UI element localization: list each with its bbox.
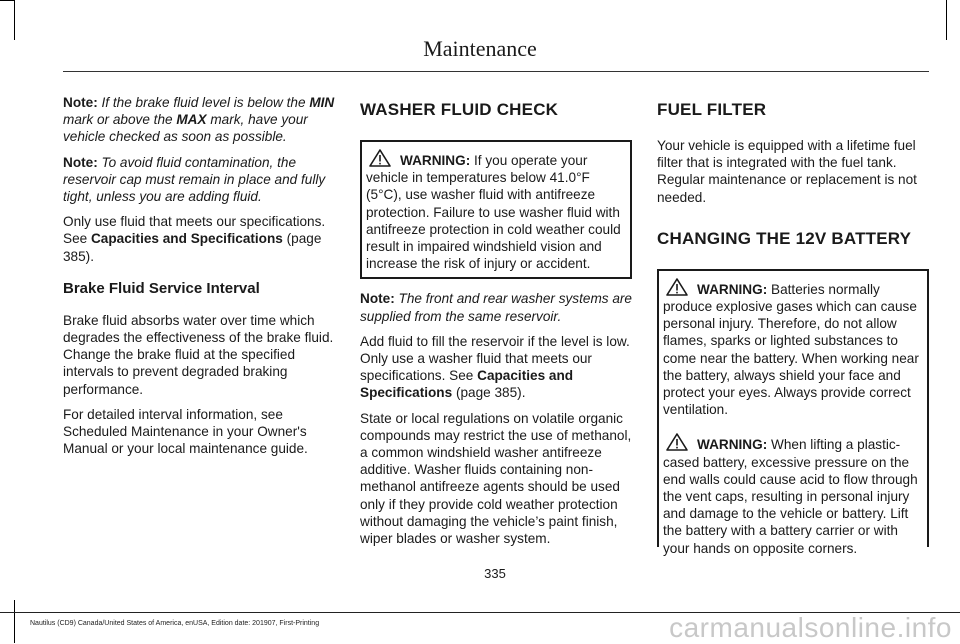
warning-triangle-icon <box>663 432 697 452</box>
column-brake-fluid <box>63 94 337 465</box>
warning-box-battery: WARNING: Batteries normally produce explosive gases which can cause personal injury. Therefore, do not allow flames, sparks or lighted substances to come near the battery. When working near the battery, always shield your face and protect your eyes. Always provide correct ventilation. WARNING: When lifting a plastic-cased battery, excessive pressure on the end walls could cause acid to flow through the vent caps, resulting in personal injury and damage to the vehicle or battery. Lift the battery with a battery carrier or with your hands on opposite corners. <box>657 269 929 547</box>
edition-info: Nautilus (CD9) Canada/United States of America, enUSA, Edition date: 201907, First-Printing <box>30 620 320 627</box>
page-number: 335 <box>484 566 506 581</box>
warning-triangle-icon <box>366 148 400 168</box>
page-title: Maintenance <box>423 36 537 61</box>
interval-detail-paragraph: For detailed interval information, see Scheduled Maintenance in your Owner's Manual or your local maintenance guide. <box>63 406 308 457</box>
heading-fuel-filter: FUEL FILTER <box>657 100 767 119</box>
crop-mark <box>14 600 15 643</box>
warning-box-washer: WARNING: If you operate your vehicle in temperatures below 41.0°F (5°C), use washer fluid with antifreeze protection. Failure to use washer fluid with antifreeze protection in cold weather could result in impaired windshield vision and increase the risk of injury or accident. <box>360 140 632 279</box>
watermark: carmanualsonline.info <box>669 612 952 643</box>
crop-mark <box>946 0 947 40</box>
crop-mark <box>14 0 15 40</box>
capacities-link[interactable]: Capacities and Specifications <box>90 231 283 247</box>
capacities-link[interactable]: Capacities and Specifications <box>360 368 574 401</box>
regulations-paragraph: State or local regulations on volatile organic compounds may restrict the use of methanol, a common windshield washer antifreeze additive. Washer fluids containing non-methanol antifreeze agents should be used only if they provide cold weather protection without damaging the vehicle’s paint finish, wiper blades or washer system. <box>360 410 632 547</box>
column-washer-fluid <box>360 94 632 555</box>
note-washer-systems: Note: The front and rear washer systems are supplied from the same reservoir. <box>360 291 632 324</box>
spec-paragraph: Only use fluid that meets our specifications. See Capacities and Specifications (page 385). <box>63 214 326 264</box>
heading-washer-fluid-check: WASHER FLUID CHECK <box>360 100 559 119</box>
crop-mark <box>0 0 14 1</box>
heading-changing-battery: CHANGING THE 12V BATTERY <box>657 228 912 248</box>
warning-triangle-icon <box>663 277 697 297</box>
note-brake-level: Note: If the brake fluid level is below the MIN mark or above the MAX mark, have your vehicle checked as soon as possible. <box>63 95 335 145</box>
add-fluid-paragraph: Add fluid to fill the reservoir if the level is low. Only use a washer fluid that meets our specifications. See Capacities and Specifications (page 385). <box>360 333 630 401</box>
fuel-filter-paragraph: Your vehicle is equipped with a lifetime fuel filter that is integrated with the fuel tank. Regular maintenance or replacement is not needed. <box>657 138 917 205</box>
header-divider <box>63 71 929 72</box>
heading-brake-fluid-interval: Brake Fluid Service Interval <box>63 279 260 297</box>
interval-paragraph: Brake fluid absorbs water over time which degrades the effectiveness of the brake fluid. Change the brake fluid at the specified intervals to prevent degraded braking performance. <box>63 312 334 397</box>
column-fuel-battery <box>657 94 929 556</box>
note-contamination: Note: To avoid fluid contamination, the reservoir cap must remain in place and fully tight, unless you are adding fluid. <box>63 154 326 205</box>
